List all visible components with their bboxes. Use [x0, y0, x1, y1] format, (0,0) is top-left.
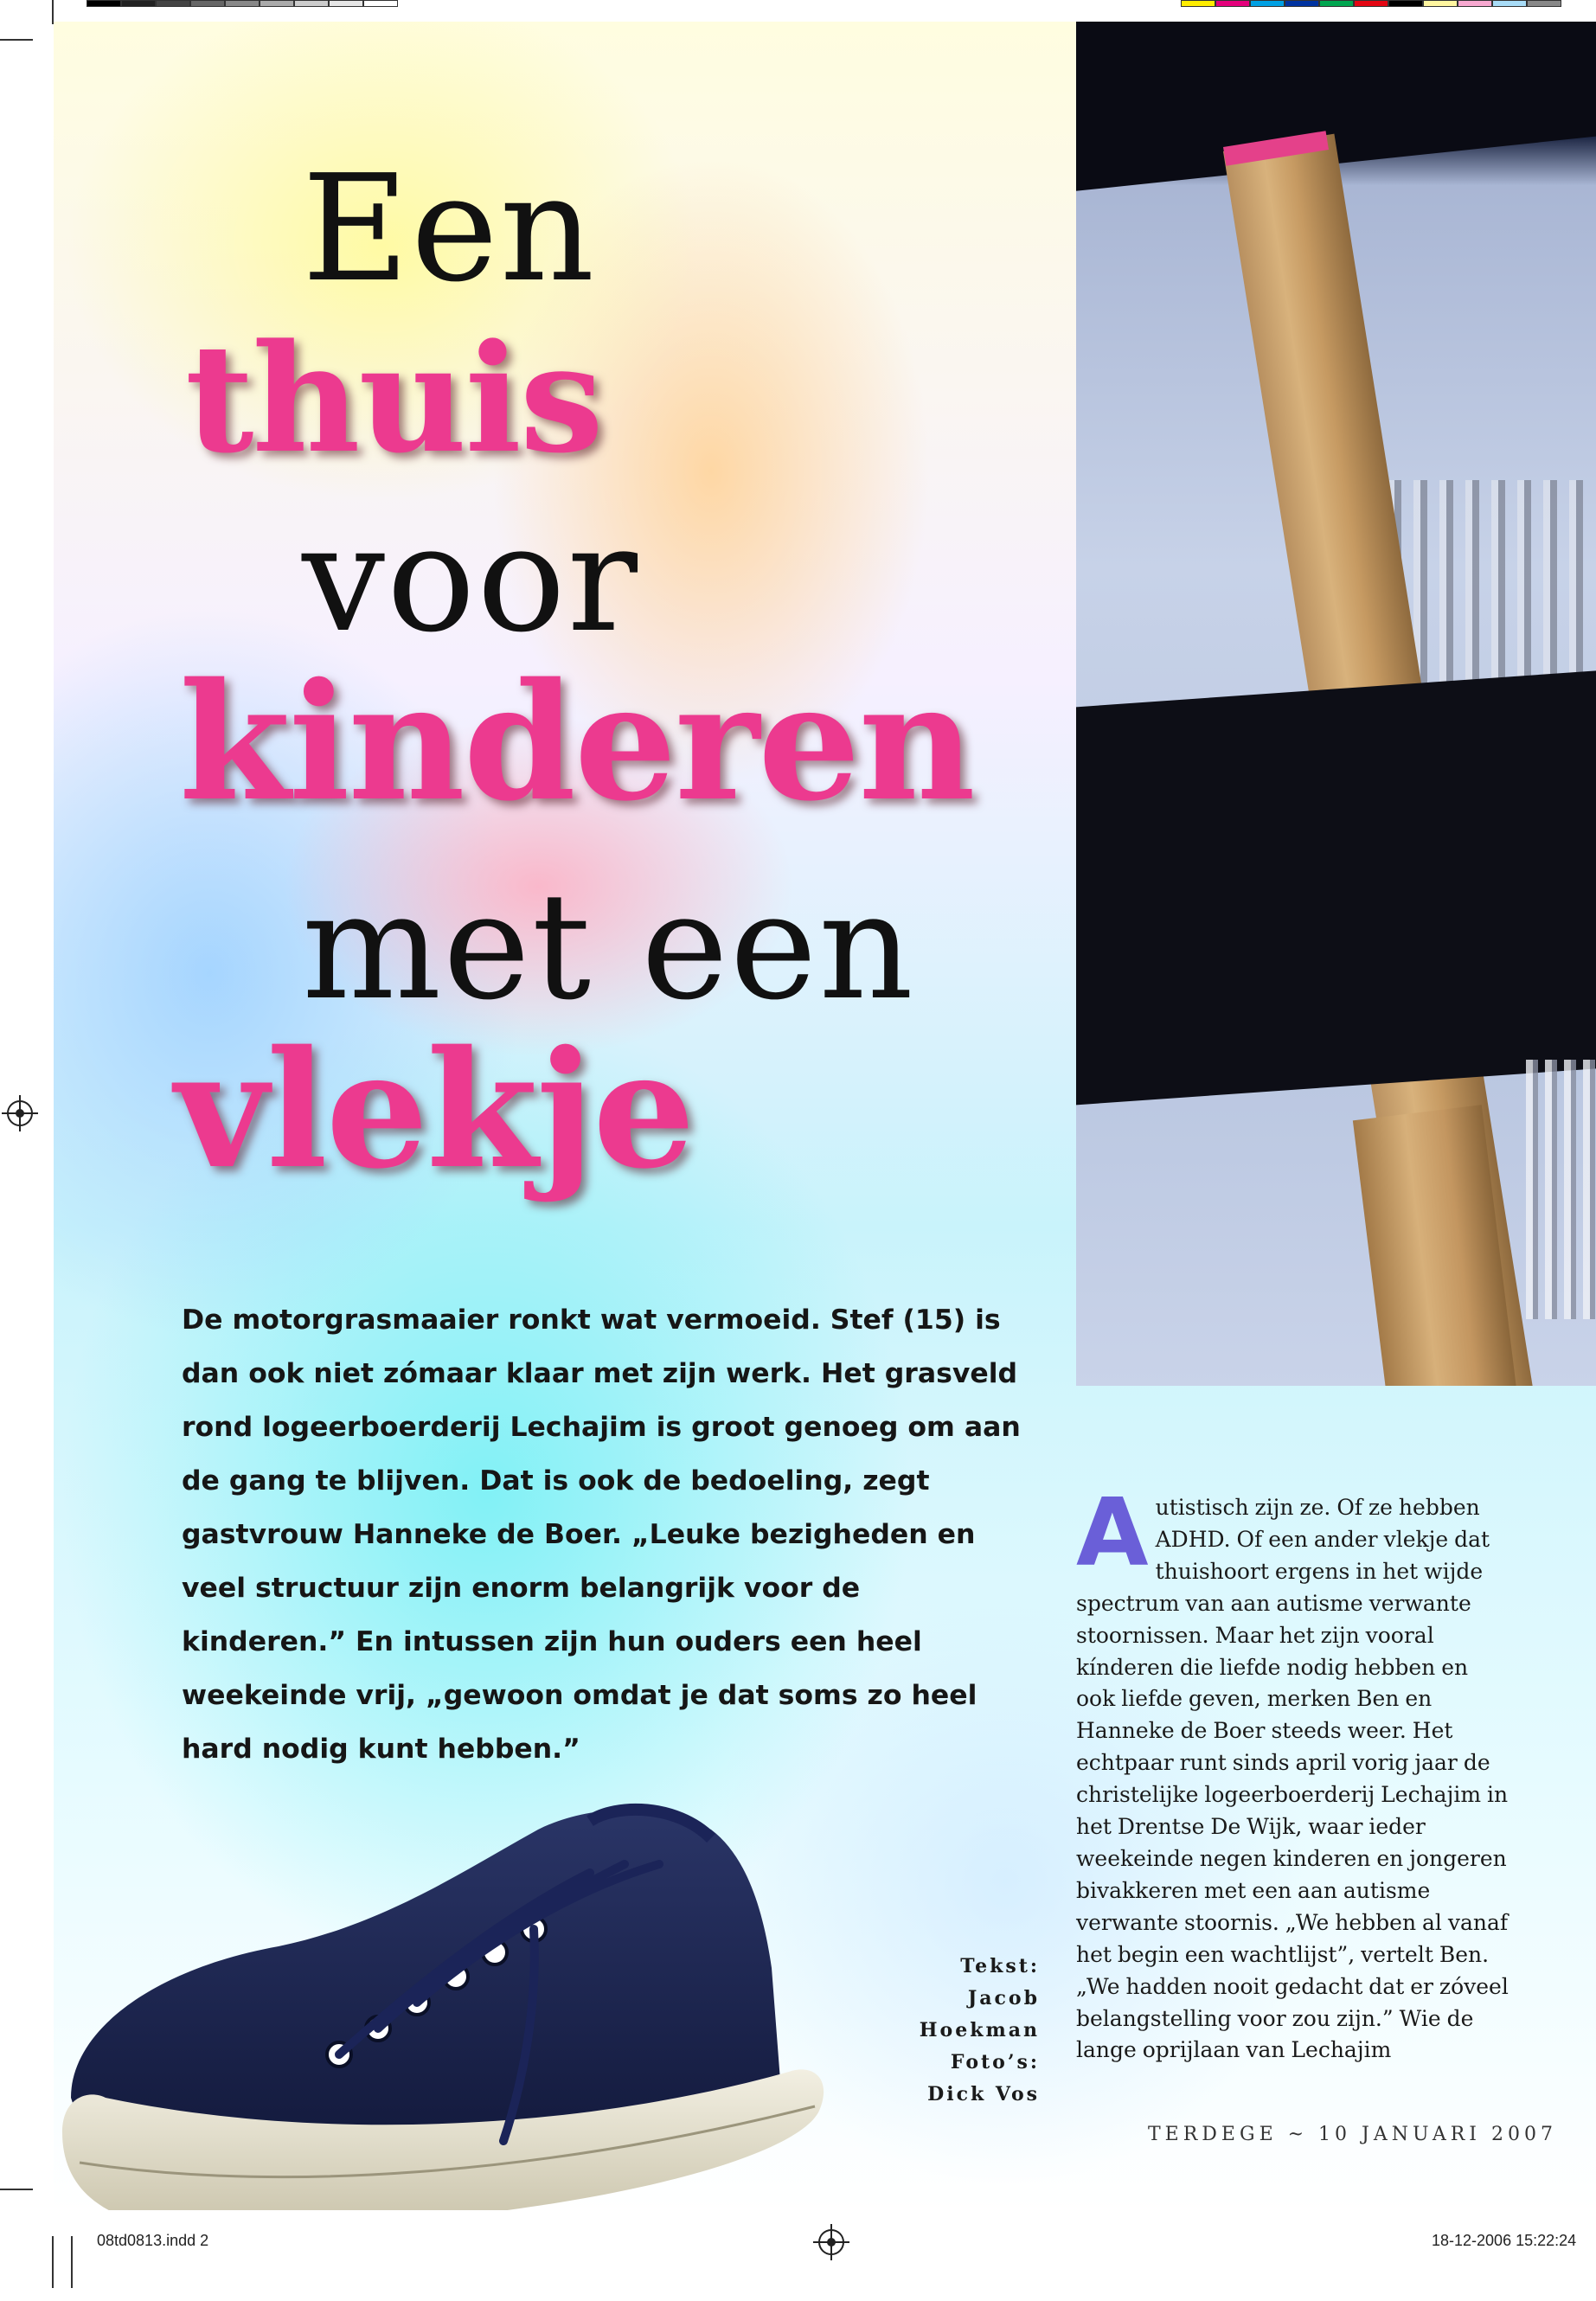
credits-photographer: Dick Vos — [927, 2083, 1040, 2106]
credits-author-first: Jacob — [967, 1987, 1040, 2009]
headline-line-3: voor — [302, 494, 640, 665]
slug-filename: 08td0813.indd 2 — [97, 2232, 209, 2249]
photo-dark-beam — [1076, 666, 1596, 1107]
crop-mark-left-top — [0, 39, 33, 41]
slug-datetime: 18-12-2006 15:22:24 — [1432, 2232, 1577, 2249]
drop-cap: A — [1076, 1479, 1149, 1587]
registration-mark-left — [7, 1100, 33, 1126]
body-text: utistisch zijn ze. Of ze hebben ADHD. Of een ander vlekje dat thuishoort ergens in het wijde spectrum van aan autisme verwante stoornissen. Maar het zijn vooral kínderen die liefde nodig hebben en ook liefde geven, merken Ben en Hanneke de Boer steeds weer. Het echtpaar runt sinds april vorig jaar de christelijke logeerboerderij Lechajim in het Drentse De Wijk, waar ieder weekeinde negen kinderen en jongeren bivakkeren met een aan autisme verwante stoornis. „We hebben al vanaf het begin een wachtlijst”, vertelt Ben. „We hadden nooit gedacht dat er zóveel belangstelling voor zou zijn.” Wie de lange oprijlaan van Lechajim — [1076, 1495, 1509, 2063]
registration-mark-bottom — [818, 2229, 844, 2255]
gray-calibration-bar — [87, 0, 398, 7]
body-column — [1076, 1479, 1509, 2067]
crop-mark-top-left — [52, 0, 54, 24]
crop-mark-bottom-left-2 — [71, 2236, 73, 2288]
headline-line-1: Een — [302, 144, 597, 315]
credits-text-label: Tekst: — [960, 1955, 1040, 1977]
sneaker-illustration — [54, 1769, 910, 2210]
crop-mark-bottom-left — [52, 2236, 54, 2288]
headline-line-5: met een — [302, 862, 915, 1033]
playground-post-photo — [1076, 22, 1596, 1386]
magazine-page — [54, 22, 1596, 2210]
folio: TERDEGE ~ 10 JANUARI 2007 — [1148, 2124, 1557, 2145]
headline-line-6: vlekje — [175, 1015, 694, 1204]
crop-mark-left-bottom — [0, 2189, 33, 2190]
headline-line-2: thuis — [185, 311, 602, 486]
intro-paragraph: De motorgrasmaaier ronkt wat vermoeid. Stef (15) is dan ook niet zómaar klaar met zijn werk. Het grasveld rond logeerboerderij Lechajim is groot genoeg om aan de gang te blijven. Dat is ook de bedoeling, zegt gastvrouw Hanneke de Boer. „Leuke bezigheden en veel structuur zijn enorm belangrijk voor de kinderen.” En intussen zijn hun ouders een heel weekeinde vrij, „gewoon omdat je dat soms zo heel hard nodig kunt hebben.” — [182, 1304, 1021, 1765]
headline-line-4: kinderen — [179, 647, 974, 836]
article-credits — [841, 1951, 1040, 2111]
photo-metal-rails-lower — [1526, 1060, 1595, 1319]
credits-photo-label: Foto’s: — [950, 2051, 1040, 2073]
color-calibration-bar — [1181, 0, 1561, 7]
credits-author-last: Hoekman — [919, 2019, 1040, 2041]
